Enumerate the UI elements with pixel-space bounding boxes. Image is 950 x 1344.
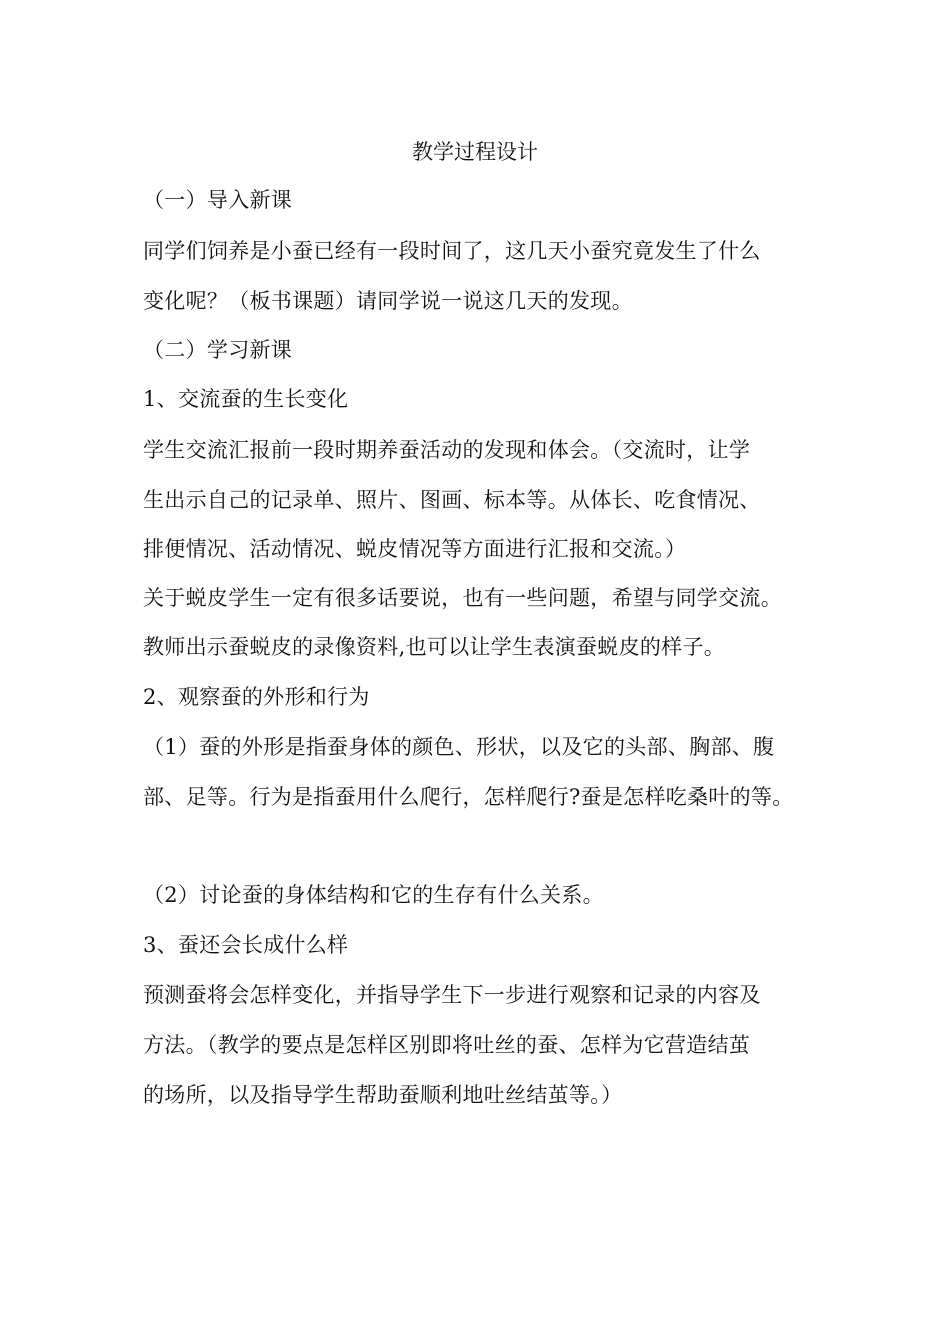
paragraph-line: 学生交流汇报前一段时期养蚕活动的发现和体会。（交流时，让学 [143, 438, 751, 462]
paragraph-line: 教师出示蚕蜕皮的录像资料,也可以让学生表演蚕蜕皮的样子。 [143, 635, 726, 659]
subsection-heading: 3、蚕还会长成什么样 [143, 933, 349, 957]
paragraph-line: （1）蚕的外形是指蚕身体的颜色、形状，以及它的头部、胸部、腹 [143, 735, 775, 759]
paragraph-line: 方法。（教学的要点是怎样区别即将吐丝的蚕、怎样为它营造结茧 [143, 1033, 751, 1057]
paragraph-line: 关于蜕皮学生一定有很多话要说，也有一些问题，希望与同学交流。 [143, 586, 782, 610]
paragraph-line: 生出示自己的记录单、照片、图画、标本等。从体长、吃食情况、 [143, 488, 761, 512]
paragraph-line: 变化呢？（板书课题）请同学说一说这几天的发现。 [143, 289, 633, 313]
section-heading-intro: （一）导入新课 [143, 188, 293, 212]
subsection-heading: 1、交流蚕的生长变化 [143, 387, 349, 411]
document-title: 教学过程设计 [412, 140, 538, 164]
section-heading-new-lesson: （二）学习新课 [143, 338, 293, 362]
paragraph-line: 同学们饲养是小蚕已经有一段时间了，这几天小蚕究竟发生了什么 [143, 239, 761, 263]
paragraph-line: 排便情况、活动情况、蜕皮情况等方面进行汇报和交流。） [143, 537, 687, 561]
paragraph-line: 预测蚕将会怎样变化，并指导学生下一步进行观察和记录的内容及 [143, 983, 761, 1007]
paragraph-line: 部、足等。行为是指蚕用什么爬行，怎样爬行?蚕是怎样吃桑叶的等。 [143, 785, 794, 809]
paragraph-line: （2）讨论蚕的身体结构和它的生存有什么关系。 [143, 883, 604, 907]
subsection-heading: 2、观察蚕的外形和行为 [143, 685, 370, 709]
paragraph-line: 的场所，以及指导学生帮助蚕顺利地吐丝结茧等。） [143, 1083, 623, 1107]
